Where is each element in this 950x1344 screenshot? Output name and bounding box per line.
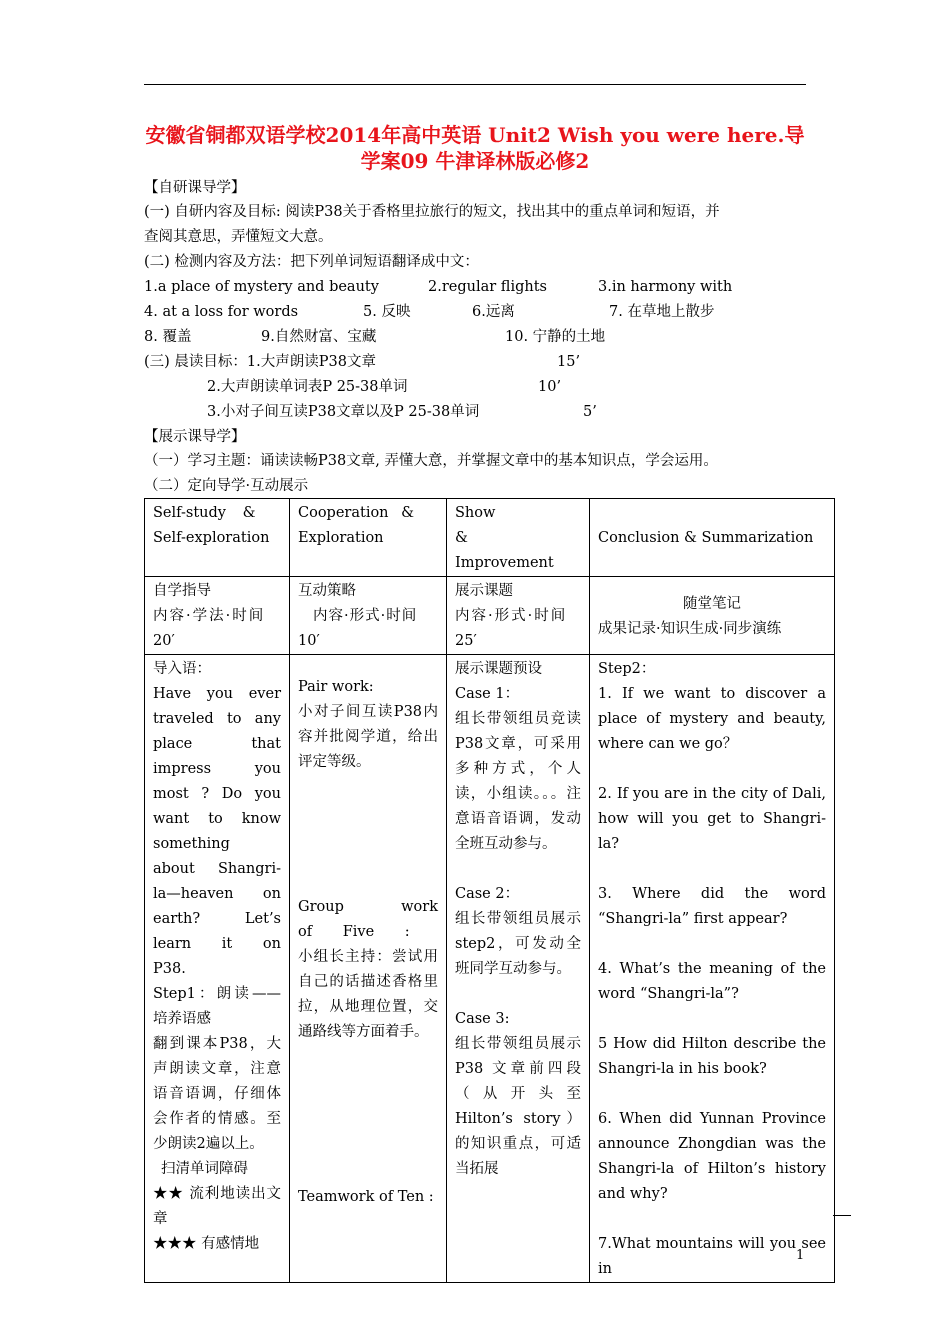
section-heading-self-study: 【自研课导学】 xyxy=(144,180,246,196)
clear-words: 扫清单词障碍 xyxy=(161,1161,248,1177)
table-guide-row xyxy=(145,577,835,655)
vocab-item-5: 5. 反映 xyxy=(363,304,411,320)
self-study-guide: 自学指导 内容·学法·时间 20′ xyxy=(145,577,290,655)
objective-2: (二) 检测内容及方法：把下列单词短语翻译成中文： xyxy=(144,254,479,270)
lead-in-label: 导入语： xyxy=(153,661,211,677)
question-6: 6. When did Yunnan Province announce Zhongdian was the Shangri-la of Hilton’s history and why? xyxy=(598,1111,826,1202)
rating-three-stars: ★★★ 有感情地 xyxy=(153,1236,260,1252)
case3-title: Case 3: xyxy=(455,1011,510,1027)
objective-1-line-a: (一) 自研内容及目标: 阅读P38关于香格里拉旅行的短文，找出其中的重点单词和短语，并 xyxy=(144,204,720,220)
title-line-1: 安徽省铜都双语学校2014年高中英语 Unit2 Wish you were here.导 xyxy=(145,123,805,147)
header-rule xyxy=(144,84,806,85)
table-header-row xyxy=(145,499,835,577)
case2-text: 组长带领组员展示step2，可发动全班同学互动参与。 xyxy=(455,911,581,977)
vocab-item-6: 6.远离 xyxy=(472,304,515,320)
learning-table xyxy=(144,498,835,1283)
question-2: 2. If you are in the city of Dali, how will you get to Shangri-la? xyxy=(598,786,826,852)
vocab-item-7: 7. 在草地上散步 xyxy=(609,304,715,320)
morning-reading-2: 2.大声朗读单词表P 25-38单词 xyxy=(207,379,408,395)
morning-time-2: 10’ xyxy=(538,379,562,395)
group-work-text: 小组长主持：尝试用自己的话描述香格里拉，从地理位置，交通路线等方面着手。 xyxy=(298,949,438,1040)
teamwork-title: Teamwork of Ten : xyxy=(298,1189,434,1205)
vocab-item-10: 10. 宁静的土地 xyxy=(505,329,606,345)
question-4: 4. What’s the meaning of the word “Shangri-la”? xyxy=(598,961,826,1002)
vocab-item-8: 8. 覆盖 xyxy=(144,329,192,345)
header-self-study: Self-study & Self-exploration xyxy=(145,499,290,577)
morning-reading-1: (三) 晨读目标：1.大声朗读P38文章 xyxy=(144,354,376,370)
case2-title: Case 2： xyxy=(455,886,520,902)
vocab-item-1: 1.a place of mystery and beauty xyxy=(144,279,379,295)
show-topics-heading: 展示课题预设 xyxy=(455,661,542,677)
rating-two-stars: ★★ 流利地读出文章 xyxy=(153,1186,281,1227)
show-content xyxy=(447,655,590,1283)
question-7: 7.What mountains will you see in xyxy=(598,1236,826,1277)
show-topic: 展示课题 内容·形式·时间 25′ xyxy=(447,577,590,655)
morning-reading-3: 3.小对子间互读P38文章以及P 25-38单词 xyxy=(207,404,480,420)
case1-title: Case 1： xyxy=(455,686,520,702)
lead-in-text: Have you ever traveled to any place that impress you most ? Do you want to know something about Shangri-la—heaven on earth? Let’s learn it on P38. xyxy=(153,686,281,977)
question-5: 5 How did Hilton describe the Shangri-la in his book? xyxy=(598,1036,826,1077)
learning-theme: （一）学习主题：诵读读畅P38文章, 弄懂大意，并掌握文章中的基本知识点，学会运用。 xyxy=(144,453,718,469)
header-cooperation: Cooperation & Exploration xyxy=(290,499,447,577)
guided-learning: （二）定向导学·互动展示 xyxy=(144,478,309,494)
pair-work-title: Pair work: xyxy=(298,679,374,695)
header-conclusion: Conclusion & Summarization xyxy=(590,499,835,577)
vocab-item-4: 4. at a loss for words xyxy=(144,304,299,320)
morning-time-3: 5’ xyxy=(583,404,597,420)
question-1: 1. If we want to discover a place of mystery and beauty, where can we go？ xyxy=(598,686,826,752)
vocab-item-9: 9.自然财富、宝藏 xyxy=(261,329,377,345)
class-notes: 随堂笔记 成果记录·知识生成·同步演练 xyxy=(590,577,835,655)
case3-text: 组长带领组员展示P38 文章前四段（从开头至 Hilton’s story）的知识重点，可适当拓展 xyxy=(455,1036,581,1177)
header-show: Show & Improvement xyxy=(447,499,590,577)
question-3: 3. Where did the word “Shangri-la” first appear? xyxy=(598,886,826,927)
table-content-row xyxy=(145,655,835,1283)
group-work-title: Group work of Five : xyxy=(298,899,438,940)
document-title xyxy=(144,122,806,174)
step2-title: Step2： xyxy=(598,661,656,677)
pair-work-text: 小对子间互读P38内容并批阅学道，给出评定等级。 xyxy=(298,704,438,770)
title-line-2: 学案09 牛津译林版必修2 xyxy=(360,149,590,173)
conclusion-content xyxy=(590,655,835,1283)
objective-1-line-b: 查阅其意思，弄懂短文大意。 xyxy=(144,229,333,245)
vocab-item-2: 2.regular flights xyxy=(428,279,547,295)
step1-text: 翻到课本P38，大声朗读文章，注意语音语调，仔细体会作者的情感。至少朗读2遍以上。 xyxy=(153,1036,281,1152)
cooperation-content xyxy=(290,655,447,1283)
case1-text: 组长带领组员竞读P38文章，可采用多种方式，个人读，小组读。。。注意语音语调，发动全班互动参与。 xyxy=(455,711,581,852)
self-study-content xyxy=(145,655,290,1283)
section-heading-show: 【展示课导学】 xyxy=(144,429,246,445)
morning-time-1: 15’ xyxy=(557,354,581,370)
page-number: 1 xyxy=(796,1248,805,1263)
vocab-item-3: 3.in harmony with xyxy=(598,279,733,295)
interaction-strategy: 互动策略 内容·形式·时间 10′ xyxy=(290,577,447,655)
table-bottom-rule-extension xyxy=(833,1215,851,1216)
step1-title: Step1：朗读——培养语感 xyxy=(153,986,281,1027)
